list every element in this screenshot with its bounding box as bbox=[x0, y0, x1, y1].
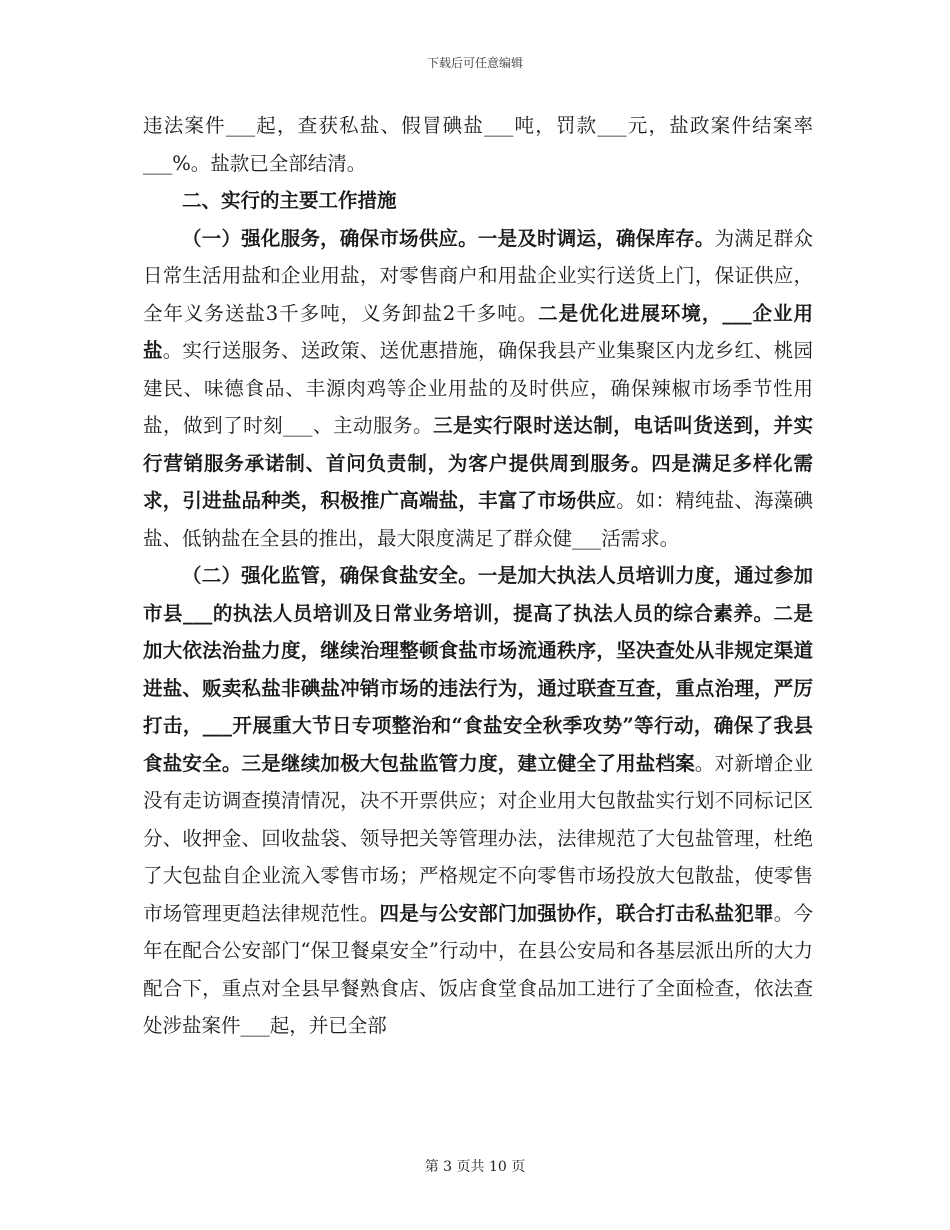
page-footer: 第 3 页共 10 页 bbox=[424, 1159, 526, 1175]
bold-text: （一）强化服务，确保市场供应。一是及时调运，确保库存。 bbox=[182, 226, 715, 250]
paragraph-service bbox=[143, 220, 813, 558]
paragraph-supervision bbox=[143, 557, 813, 1045]
bold-text: 四是与公安部门加强协作，联合打击私盐犯罪 bbox=[379, 901, 774, 925]
bold-text: 三是实行限时送达制，电话叫货送到，并实行营销服务承诺制、首问负责制，为客户提供周到服务。四是满足多样化需求，引进盐品种类，积极推广高端盐，丰富了市场供应 bbox=[143, 414, 813, 512]
bold-text: （二）强化监管，确保食盐安全。一是加大执法人员培训力度，通过参加市县___的执法人员培训及日常业务培训，提高了执法人员的综合素养。二是加大依法治盐力度，继续治理整顿食盐市场流通秩序，坚决查处从非规定渠道进盐、贩卖私盐非碘盐冲销市场的违法行为，通过联查互查，重点治理，严厉打击，___开展重大节日专项整治和“食盐安全秋季攻势”等行动，确保了我县食盐安全。三是继续加极大包盐监管力度，建立健全了用盐档案 bbox=[143, 564, 813, 775]
body-text: 。对新增企业没有走访调查摸清情况，决不开票供应；对企业用大包散盐实行划不同标记区分、收押金、回收盐袋、领导把关等管理办法，法律规范了大包盐管理，杜绝了大包盐自企业流入零售市场；严格规定不向零售市场投放大包散盐，使零售市场管理更趋法律规范性。 bbox=[143, 751, 813, 925]
document-body bbox=[143, 107, 813, 1045]
paragraph-case-summary: 违法案件___起，查获私盐、假冒碘盐___吨，罚款___元，盐政案件结案率___%。盐款已全部结清。 bbox=[143, 114, 813, 175]
body-text: 。今年在配合公安部门“保卫餐桌安全”行动中，在县公安局和各基层派出所的大力配合下，重点对全县早餐熟食店、饭店食堂食品加工进行了全面检查，依法查处涉盐案件___起，并已全部 bbox=[143, 901, 813, 1037]
page-header: 下载后可任意编辑 bbox=[426, 56, 523, 70]
body-text: 。如：精纯盐、海藻碘盐、低钠盐在全县的推出，最大限度满足了群众健___活需求。 bbox=[143, 489, 813, 550]
body-text: 。实行送服务、送政策、送优惠措施，确保我县产业集聚区内龙乡红、桃园建民、味德食品、丰源肉鸡等企业用盐的及时供应，确保辣椒市场季节性用盐，做到了时刻___、主动服务。 bbox=[143, 339, 813, 437]
section-heading: 二、实行的主要工作措施 bbox=[182, 189, 397, 212]
body-text: 为满足群众日常生活用盐和企业用盐，对零售商户和用盐企业实行送货上门，保证供应，全年义务送盐3千多吨，义务卸盐2千多吨。 bbox=[143, 226, 813, 325]
bold-text: 二是优化进展环境，___企业用盐 bbox=[143, 301, 813, 362]
